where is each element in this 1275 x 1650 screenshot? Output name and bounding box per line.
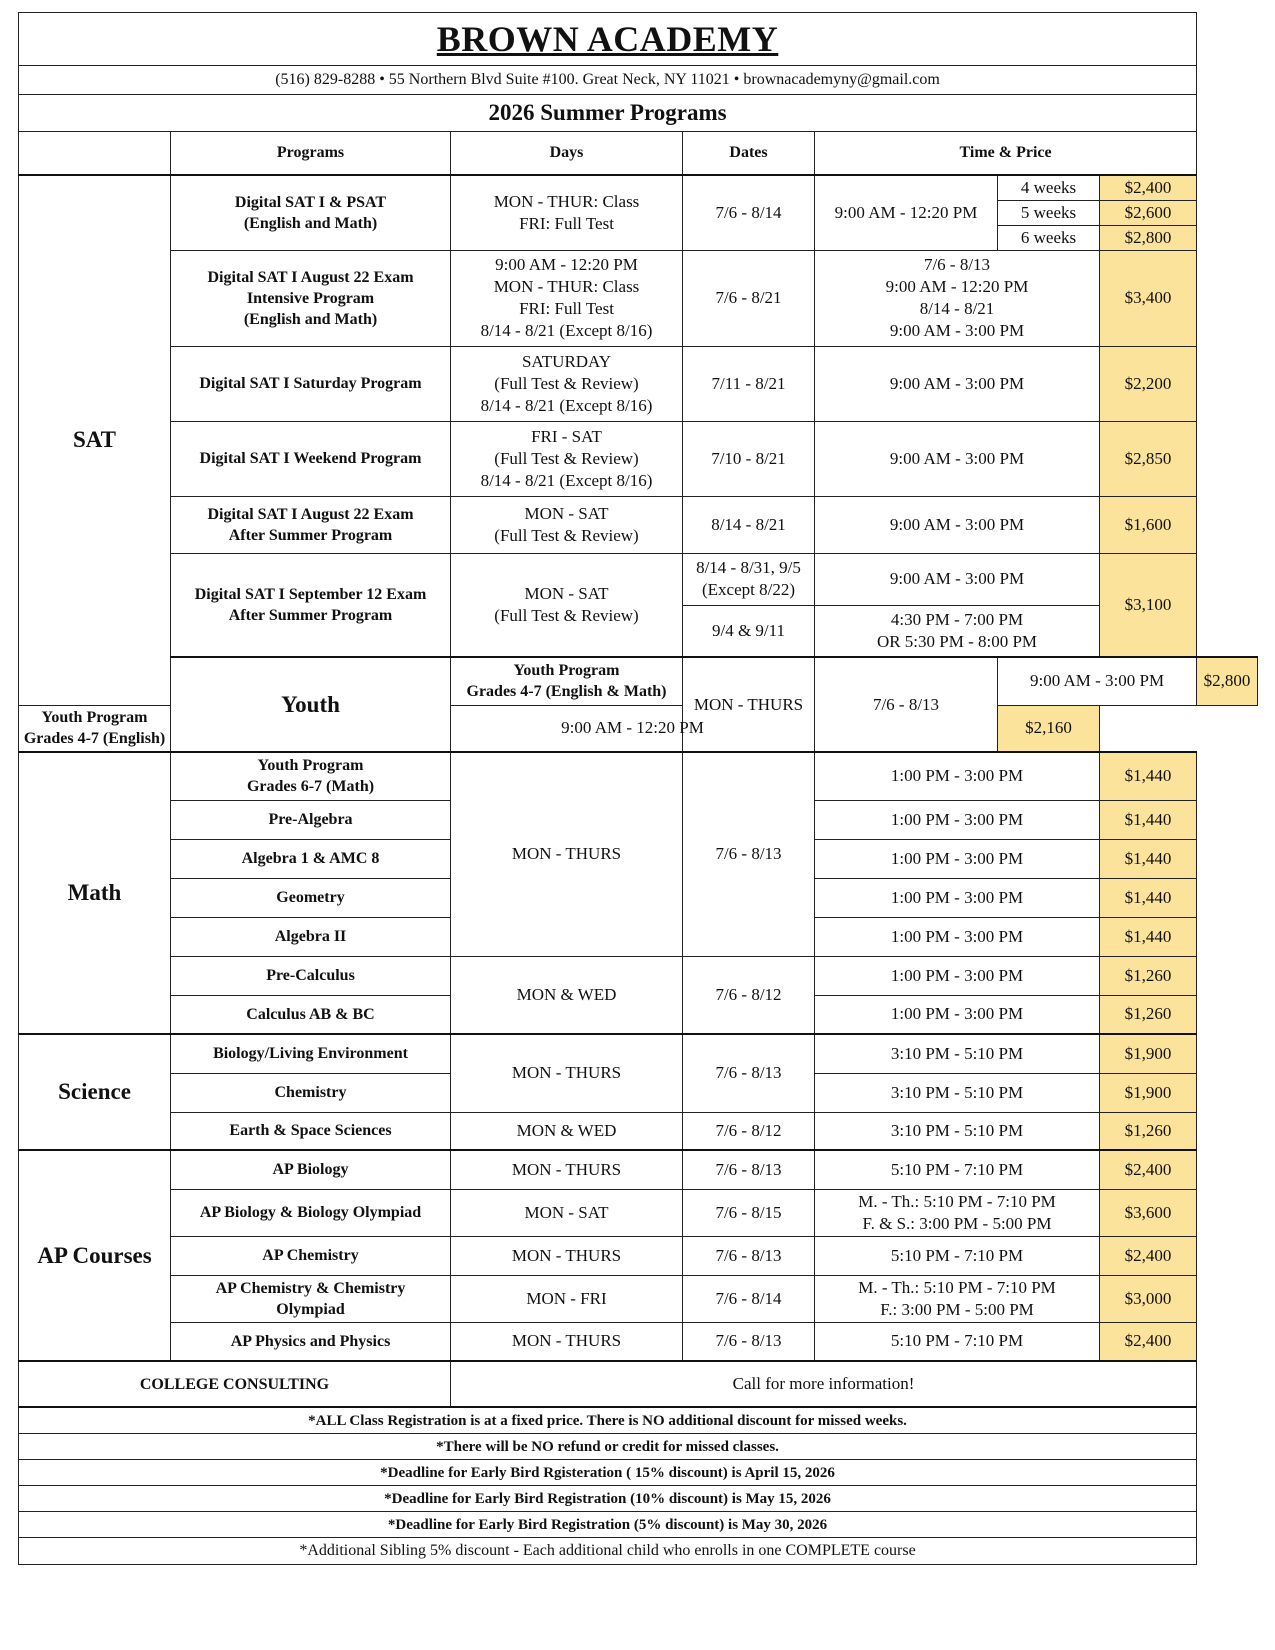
- price-cell: $2,800: [1100, 225, 1197, 250]
- dates-cell: 8/14 - 8/31, 9/5 (Except 8/22): [683, 553, 815, 605]
- dates-cell: 7/6 - 8/13: [683, 1150, 815, 1189]
- price-sheet: [18, 12, 1258, 1565]
- table-row: [19, 1112, 1258, 1150]
- days-cell: FRI - SAT (Full Test & Review) 8/14 - 8/21 (Except 8/16): [451, 421, 683, 496]
- dates-cell: 8/14 - 8/21: [683, 496, 815, 553]
- time-cell: 3:10 PM - 5:10 PM: [815, 1112, 1100, 1150]
- academy-title: BROWN ACADEMY: [19, 13, 1197, 66]
- time-cell: 1:00 PM - 3:00 PM: [815, 995, 1100, 1034]
- price-cell: $1,260: [1100, 995, 1197, 1034]
- page-subtitle: 2026 Summer Programs: [19, 95, 1197, 132]
- price-cell: $1,260: [1100, 956, 1197, 995]
- col-header-dates: Dates: [683, 132, 815, 176]
- days-cell: MON - SAT: [451, 1189, 683, 1236]
- dates-cell: 7/6 - 8/15: [683, 1189, 815, 1236]
- price-cell: $2,200: [1100, 346, 1197, 421]
- dates-cell: 7/11 - 8/21: [683, 346, 815, 421]
- time-cell: 9:00 AM - 12:20 PM: [815, 175, 998, 250]
- consulting-info: Call for more information!: [451, 1361, 1197, 1407]
- program-name: Calculus AB & BC: [171, 995, 451, 1034]
- weeks-option: 6 weeks: [998, 225, 1100, 250]
- table-row: [19, 1150, 1258, 1189]
- program-name: Earth & Space Sciences: [171, 1112, 451, 1150]
- time-cell: 1:00 PM - 3:00 PM: [815, 800, 1100, 839]
- col-header-days: Days: [451, 132, 683, 176]
- contact-info: (516) 829-8288 • 55 Northern Blvd Suite #100. Great Neck, NY 11021 • brownacademyny@gmail.com: [19, 66, 1197, 95]
- days-cell: MON - FRI: [451, 1275, 683, 1322]
- dates-cell: 7/6 - 8/13: [683, 1034, 815, 1112]
- days-cell: MON - THURS: [451, 1034, 683, 1112]
- dates-cell: 7/6 - 8/13: [683, 752, 815, 956]
- time-cell: 9:00 AM - 3:00 PM: [815, 346, 1100, 421]
- price-cell: $2,400: [1100, 175, 1197, 200]
- category-math: Math: [19, 752, 171, 1034]
- dates-cell: 9/4 & 9/11: [683, 605, 815, 657]
- category-ap-courses: AP Courses: [19, 1150, 171, 1361]
- price-cell: $2,600: [1100, 200, 1197, 225]
- dates-cell: 7/6 - 8/12: [683, 1112, 815, 1150]
- category-header-blank: [19, 132, 171, 176]
- dates-cell: 7/6 - 8/14: [683, 1275, 815, 1322]
- days-cell: MON & WED: [451, 1112, 683, 1150]
- program-name: AP Biology & Biology Olympiad: [171, 1189, 451, 1236]
- category-science: Science: [19, 1034, 171, 1150]
- days-cell: MON - THUR: Class FRI: Full Test: [451, 175, 683, 250]
- price-cell: $3,100: [1100, 553, 1197, 657]
- days-cell: MON - THURS: [683, 657, 815, 752]
- program-name: Digital SAT I & PSAT (English and Math): [171, 175, 451, 250]
- program-name: AP Chemistry & Chemistry Olympiad: [171, 1275, 451, 1322]
- program-name: Digital SAT I September 12 Exam After Summer Program: [171, 553, 451, 657]
- days-cell: MON & WED: [451, 956, 683, 1034]
- price-cell: $2,400: [1100, 1236, 1197, 1275]
- note-early-bird-10: *Deadline for Early Bird Registration (10% discount) is May 15, 2026: [19, 1486, 1197, 1512]
- note-sibling-discount: *Additional Sibling 5% discount - Each additional child who enrolls in one COMPLETE course: [19, 1538, 1197, 1565]
- table-row: [19, 752, 1258, 800]
- table-row: [19, 1189, 1258, 1236]
- price-cell: $3,000: [1100, 1275, 1197, 1322]
- program-name: Pre-Calculus: [171, 956, 451, 995]
- table-row: [19, 421, 1258, 496]
- price-cell: $1,260: [1100, 1112, 1197, 1150]
- program-name: Digital SAT I August 22 Exam After Summer Program: [171, 496, 451, 553]
- program-name: Geometry: [171, 878, 451, 917]
- program-name: Algebra II: [171, 917, 451, 956]
- program-name: Digital SAT I August 22 Exam Intensive Program (English and Math): [171, 250, 451, 346]
- price-cell: $1,440: [1100, 752, 1197, 800]
- time-cell: 3:10 PM - 5:10 PM: [815, 1034, 1100, 1073]
- price-cell: $2,160: [998, 705, 1100, 752]
- dates-cell: 7/6 - 8/12: [683, 956, 815, 1034]
- price-cell: $1,440: [1100, 878, 1197, 917]
- table-row: [19, 553, 1258, 605]
- program-name: Chemistry: [171, 1073, 451, 1112]
- weeks-option: 5 weeks: [998, 200, 1100, 225]
- table-row: [19, 1275, 1258, 1322]
- category-sat: SAT: [19, 175, 171, 705]
- table-row: [19, 1236, 1258, 1275]
- col-header-programs: Programs: [171, 132, 451, 176]
- dates-cell: 7/6 - 8/14: [683, 175, 815, 250]
- table-row: [19, 250, 1258, 346]
- price-cell: $1,900: [1100, 1073, 1197, 1112]
- table-row: [19, 1322, 1258, 1361]
- days-cell: MON - THURS: [451, 1150, 683, 1189]
- dates-cell: 7/6 - 8/13: [683, 1322, 815, 1361]
- table-row: [19, 1034, 1258, 1073]
- time-cell: 1:00 PM - 3:00 PM: [815, 917, 1100, 956]
- programs-table: [18, 12, 1258, 1565]
- time-cell: M. - Th.: 5:10 PM - 7:10 PM F. & S.: 3:00 PM - 5:00 PM: [815, 1189, 1100, 1236]
- note-no-refund: *There will be NO refund or credit for missed classes.: [19, 1434, 1197, 1460]
- table-row: [19, 956, 1258, 995]
- days-cell: SATURDAY (Full Test & Review) 8/14 - 8/21 (Except 8/16): [451, 346, 683, 421]
- time-cell: 1:00 PM - 3:00 PM: [815, 839, 1100, 878]
- price-cell: $2,400: [1100, 1150, 1197, 1189]
- weeks-option: 4 weeks: [998, 175, 1100, 200]
- days-cell: MON - THURS: [451, 752, 683, 956]
- note-fixed-price: *ALL Class Registration is at a fixed price. There is NO additional discount for missed weeks.: [19, 1407, 1197, 1434]
- price-cell: $1,440: [1100, 839, 1197, 878]
- time-cell: 9:00 AM - 3:00 PM: [815, 496, 1100, 553]
- program-name: Digital SAT I Weekend Program: [171, 421, 451, 496]
- table-row: [19, 175, 1258, 200]
- price-cell: $2,400: [1100, 1322, 1197, 1361]
- time-cell: 9:00 AM - 3:00 PM: [815, 553, 1100, 605]
- days-cell: MON - THURS: [451, 1322, 683, 1361]
- price-cell: $1,440: [1100, 800, 1197, 839]
- price-cell: $1,900: [1100, 1034, 1197, 1073]
- dates-cell: 7/10 - 8/21: [683, 421, 815, 496]
- table-row: [19, 496, 1258, 553]
- program-name: Algebra 1 & AMC 8: [171, 839, 451, 878]
- days-cell: 9:00 AM - 12:20 PM MON - THUR: Class FRI: Full Test 8/14 - 8/21 (Except 8/16): [451, 250, 683, 346]
- note-early-bird-15: *Deadline for Early Bird Rgisteration ( 15% discount) is April 15, 2026: [19, 1460, 1197, 1486]
- time-cell: 1:00 PM - 3:00 PM: [815, 752, 1100, 800]
- program-name: AP Biology: [171, 1150, 451, 1189]
- program-name: Pre-Algebra: [171, 800, 451, 839]
- time-cell: 9:00 AM - 12:20 PM: [451, 705, 815, 752]
- table-row: [19, 1361, 1258, 1407]
- price-cell: $1,440: [1100, 917, 1197, 956]
- table-row: [19, 346, 1258, 421]
- college-consulting-label: COLLEGE CONSULTING: [19, 1361, 451, 1407]
- program-name: Digital SAT I Saturday Program: [171, 346, 451, 421]
- time-cell: 5:10 PM - 7:10 PM: [815, 1322, 1100, 1361]
- time-cell: 5:10 PM - 7:10 PM: [815, 1236, 1100, 1275]
- price-cell: $3,400: [1100, 250, 1197, 346]
- price-cell: $1,600: [1100, 496, 1197, 553]
- program-name: Youth Program Grades 6-7 (Math): [171, 752, 451, 800]
- time-cell: 5:10 PM - 7:10 PM: [815, 1150, 1100, 1189]
- price-cell: $2,850: [1100, 421, 1197, 496]
- program-name: AP Physics and Physics: [171, 1322, 451, 1361]
- price-cell: $3,600: [1100, 1189, 1197, 1236]
- time-cell: 3:10 PM - 5:10 PM: [815, 1073, 1100, 1112]
- time-cell: 4:30 PM - 7:00 PM OR 5:30 PM - 8:00 PM: [815, 605, 1100, 657]
- time-cell: 1:00 PM - 3:00 PM: [815, 878, 1100, 917]
- program-name: Biology/Living Environment: [171, 1034, 451, 1073]
- days-cell: MON - THURS: [451, 1236, 683, 1275]
- dates-cell: 7/6 - 8/13: [815, 657, 998, 752]
- time-cell: 7/6 - 8/13 9:00 AM - 12:20 PM 8/14 - 8/21 9:00 AM - 3:00 PM: [815, 250, 1100, 346]
- program-name: AP Chemistry: [171, 1236, 451, 1275]
- price-cell: $2,800: [1197, 657, 1258, 705]
- time-cell: 9:00 AM - 3:00 PM: [998, 657, 1197, 705]
- time-cell: 1:00 PM - 3:00 PM: [815, 956, 1100, 995]
- days-cell: MON - SAT (Full Test & Review): [451, 496, 683, 553]
- time-cell: 9:00 AM - 3:00 PM: [815, 421, 1100, 496]
- program-name: Youth Program Grades 4-7 (English): [19, 705, 171, 752]
- days-cell: MON - SAT (Full Test & Review): [451, 553, 683, 657]
- time-cell: M. - Th.: 5:10 PM - 7:10 PM F.: 3:00 PM - 5:00 PM: [815, 1275, 1100, 1322]
- table-row: [19, 657, 1258, 705]
- dates-cell: 7/6 - 8/21: [683, 250, 815, 346]
- program-name: Youth Program Grades 4-7 (English & Math): [451, 657, 683, 705]
- category-youth: Youth: [171, 657, 451, 752]
- col-header-time-price: Time & Price: [815, 132, 1197, 176]
- dates-cell: 7/6 - 8/13: [683, 1236, 815, 1275]
- note-early-bird-5: *Deadline for Early Bird Registration (5% discount) is May 30, 2026: [19, 1512, 1197, 1538]
